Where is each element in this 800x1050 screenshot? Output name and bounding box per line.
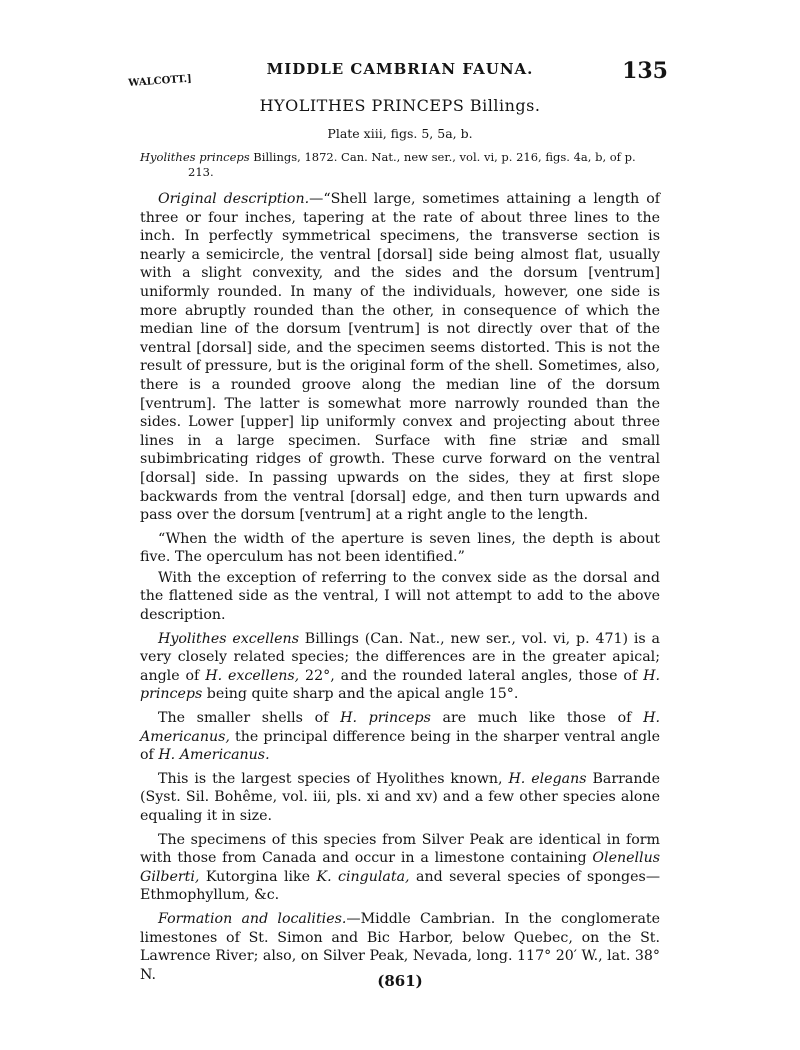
species-name: Hyolithes excellens <box>158 630 299 647</box>
page-number: 135 <box>622 58 668 84</box>
paragraph-largest-species <box>140 770 660 826</box>
synonymy-reference: Billings, 1872. Can. Nat., new ser., vol. vi, p. 216, figs. 4a, b, of p. <box>249 150 636 164</box>
species-name: H. princeps <box>140 667 660 703</box>
paragraph-text: the principal difference being in the sharper ventral angle of <box>140 728 660 764</box>
paragraph-text: being quite sharp and the apical angle 15°. <box>202 686 519 703</box>
running-title: MIDDLE CAMBRIAN FAUNA. <box>266 60 534 78</box>
paragraph-text: and several species of sponges—Ethmophyllum, &c. <box>140 868 661 904</box>
paragraph-excellens <box>140 630 660 704</box>
paragraph-text: 22°, and the rounded lateral angles, those of <box>299 667 644 684</box>
paragraph-silver-peak <box>140 831 660 905</box>
paragraph-aperture: “When the width of the aperture is seven lines, the depth is about five. The operculum has not been identified.” <box>140 530 660 566</box>
species-name: H. excellens, <box>205 667 300 684</box>
species-name: K. cingulata, <box>316 868 410 885</box>
paragraph-text: —“Shell large, sometimes attaining a length of three or four inches, tapering at the rate of about three lines to the inch. In perfectly symmetrical specimens, the transverse section is nearly a semicircle, the ventral [dorsal] side being almost flat, usually with a slight convexity, and the sides and the dorsum [ventrum] uniformly rounded. In many of the individuals, however, one side is more abruptly rounded than the other, in consequence of which the median line of the dorsum [ventrum] is not directly over that of the ventral [dorsal] side, and the specimen seems distorted. This is not the result of pressure, but is the original form of the shell. Sometimes, also, there is a rounded groove along the median line of the dorsum [ventrum]. The latter is somewhat more narrowly rounded than the sides. Lower [upper] lip uniformly convex and projecting about three lines in a large specimen. Surface with fine striæ and small subimbricating ridges of growth. These curve forward on the ventral [dorsal] side. In passing upwards on the sides, they at first slope backwards from the ventral [dorsal] edge, and then turn upwards and pass over the dorsum [ventrum] at a right angle to the length. <box>140 191 660 524</box>
paragraph-text: Kutorgina like <box>199 868 317 885</box>
species-title: HYOLITHES PRINCEPS Billings. <box>259 96 541 115</box>
paragraph-text: The smaller shells of <box>158 710 341 727</box>
paragraph-text: Billings (Can. Nat., new ser., vol. vi, p. 471) is a very closely related species; the differences are in the greater apical; angle of <box>140 630 660 684</box>
section-label: Original description. <box>158 191 310 207</box>
paragraph-text: are much like those of <box>430 710 644 727</box>
species-name: H. princeps <box>340 710 431 727</box>
synonymy-continued: 213. <box>188 165 214 179</box>
species-name: H. Americanus, <box>140 710 660 745</box>
synonymy-citation <box>140 150 660 180</box>
footer-page-number: (861) <box>377 972 423 990</box>
body-text <box>140 190 660 989</box>
author-tag: WALCOTT.] <box>128 73 193 89</box>
paragraph-text: Barrande (Syst. Sil. Bohême, vol. iii, pls. xi and xv) and a few other species alone equaling it in size. <box>140 770 660 824</box>
plate-reference: Plate xiii, figs. 5, 5a, b. <box>327 126 473 141</box>
paragraph-text: The specimens of this species from Silver Peak are identical in form with those from Canada and occur in a limestone containing <box>140 831 660 867</box>
paragraph-original-description <box>140 190 660 525</box>
species-name: H. Americanus. <box>158 747 270 764</box>
paragraph-text: —Middle Cambrian. In the conglomerate limestones of St. Simon and Bic Harbor, below Quebec, on the St. Lawrence River; also, on Silver Peak, Nevada, long. 117° 20′ W., lat. 38° N. <box>140 910 660 983</box>
synonymy-species-name: Hyolithes princeps <box>140 150 250 164</box>
species-name: H. elegans <box>508 770 587 787</box>
paragraph-exception: With the exception of referring to the convex side as the dorsal and the flattened side as the ventral, I will not attempt to add to the above description. <box>140 569 660 624</box>
paragraph-smaller-shells <box>140 709 660 765</box>
species-name: Olenellus Gilberti, <box>140 850 660 885</box>
section-label: Formation and localities. <box>158 910 347 927</box>
paragraph-text: This is the largest species of Hyolithes known, <box>158 770 509 787</box>
